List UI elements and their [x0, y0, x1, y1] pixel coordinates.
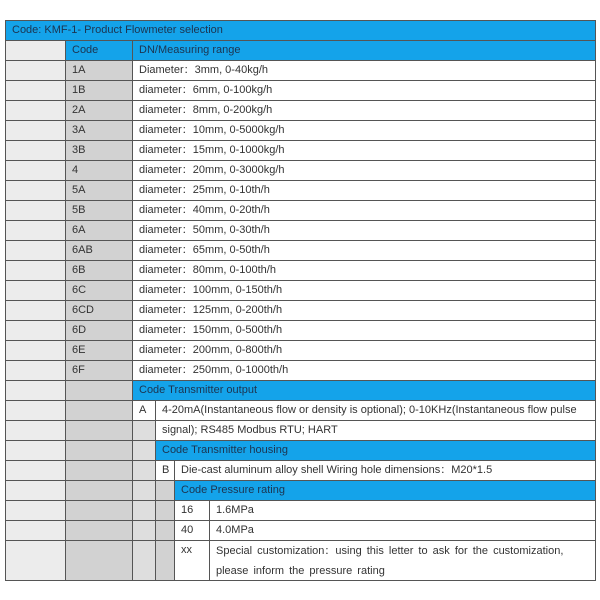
blank-cell [6, 361, 66, 381]
code-cell: 6A [66, 221, 133, 241]
code-cell: 6CD [66, 301, 133, 321]
selection-table [5, 20, 596, 581]
blank-cell [133, 441, 156, 461]
code-cell: 4 [66, 161, 133, 181]
code-cell: 6C [66, 281, 133, 301]
blank-cell [156, 481, 175, 501]
range-cell: diameter：50mm, 0-30th/h [133, 221, 596, 241]
code-cell: 6E [66, 341, 133, 361]
blank-cell [6, 501, 66, 521]
range-cell: diameter：250mm, 0-1000th/h [133, 361, 596, 381]
blank-cell [133, 461, 156, 481]
code-cell: 3A [66, 121, 133, 141]
range-cell: diameter：100mm, 0-150th/h [133, 281, 596, 301]
blank-cell [66, 481, 133, 501]
header-range: DN/Measuring range [133, 41, 596, 61]
blank-cell [66, 501, 133, 521]
output-header: Code Transmitter output [133, 381, 596, 401]
blank-cell [66, 421, 133, 441]
blank-cell [66, 401, 133, 421]
code-cell: 5B [66, 201, 133, 221]
blank-cell [6, 341, 66, 361]
blank-cell [6, 121, 66, 141]
blank-cell [6, 461, 66, 481]
table-title: Code: KMF-1- Product Flowmeter selection [6, 21, 596, 41]
blank-cell [6, 401, 66, 421]
blank-cell [133, 501, 156, 521]
range-cell: diameter：65mm, 0-50th/h [133, 241, 596, 261]
output-code: A [133, 401, 156, 421]
pressure-desc: Special customization：using this letter to ask for the customization, please inform the pressure rating [210, 541, 596, 581]
blank-cell [6, 81, 66, 101]
housing-desc: Die-cast aluminum alloy shell Wiring hole dimensions：M20*1.5 [175, 461, 596, 481]
blank-cell [6, 421, 66, 441]
blank-cell [133, 541, 156, 581]
blank-cell [6, 321, 66, 341]
header-code: Code [66, 41, 133, 61]
code-cell: 6D [66, 321, 133, 341]
pressure-code: 40 [175, 521, 210, 541]
code-cell: 3B [66, 141, 133, 161]
blank-cell [66, 461, 133, 481]
blank-cell [133, 421, 156, 441]
blank-cell [6, 261, 66, 281]
blank-cell [6, 181, 66, 201]
blank-cell [6, 241, 66, 261]
blank-cell [6, 41, 66, 61]
blank-cell [6, 61, 66, 81]
blank-cell [6, 521, 66, 541]
blank-cell [133, 481, 156, 501]
blank-cell [6, 381, 66, 401]
pressure-code: 16 [175, 501, 210, 521]
blank-cell [66, 541, 133, 581]
blank-cell [66, 381, 133, 401]
blank-cell [6, 201, 66, 221]
pressure-desc: 1.6MPa [210, 501, 596, 521]
housing-header: Code Transmitter housing [156, 441, 596, 461]
blank-cell [133, 521, 156, 541]
code-cell: 5A [66, 181, 133, 201]
code-cell: 6F [66, 361, 133, 381]
range-cell: diameter：20mm, 0-3000kg/h [133, 161, 596, 181]
blank-cell [66, 441, 133, 461]
range-cell: diameter：40mm, 0-20th/h [133, 201, 596, 221]
range-cell: diameter：80mm, 0-100th/h [133, 261, 596, 281]
range-cell: diameter：200mm, 0-800th/h [133, 341, 596, 361]
blank-cell [6, 281, 66, 301]
range-cell: diameter：8mm, 0-200kg/h [133, 101, 596, 121]
blank-cell [6, 301, 66, 321]
pressure-desc: 4.0MPa [210, 521, 596, 541]
blank-cell [156, 501, 175, 521]
housing-code: B [156, 461, 175, 481]
blank-cell [156, 541, 175, 581]
output-desc-line2: signal); RS485 Modbus RTU; HART [156, 421, 596, 441]
blank-cell [156, 521, 175, 541]
pressure-code: xx [175, 541, 210, 581]
blank-cell [6, 441, 66, 461]
code-cell: 6B [66, 261, 133, 281]
pressure-header: Code Pressure rating [175, 481, 596, 501]
code-cell: 6AB [66, 241, 133, 261]
blank-cell [6, 221, 66, 241]
range-cell: diameter：15mm, 0-1000kg/h [133, 141, 596, 161]
range-cell: diameter：25mm, 0-10th/h [133, 181, 596, 201]
blank-cell [66, 521, 133, 541]
blank-cell [6, 541, 66, 581]
blank-cell [6, 161, 66, 181]
range-cell: diameter：150mm, 0-500th/h [133, 321, 596, 341]
range-cell: diameter：6mm, 0-100kg/h [133, 81, 596, 101]
output-desc-line1: 4-20mA(Instantaneous flow or density is optional); 0-10KHz(Instantaneous flow pulse [156, 401, 596, 421]
blank-cell [6, 481, 66, 501]
range-cell: diameter：125mm, 0-200th/h [133, 301, 596, 321]
blank-cell [6, 101, 66, 121]
range-cell: diameter：10mm, 0-5000kg/h [133, 121, 596, 141]
code-cell: 1B [66, 81, 133, 101]
range-cell: Diameter：3mm, 0-40kg/h [133, 61, 596, 81]
code-cell: 1A [66, 61, 133, 81]
code-cell: 2A [66, 101, 133, 121]
blank-cell [6, 141, 66, 161]
